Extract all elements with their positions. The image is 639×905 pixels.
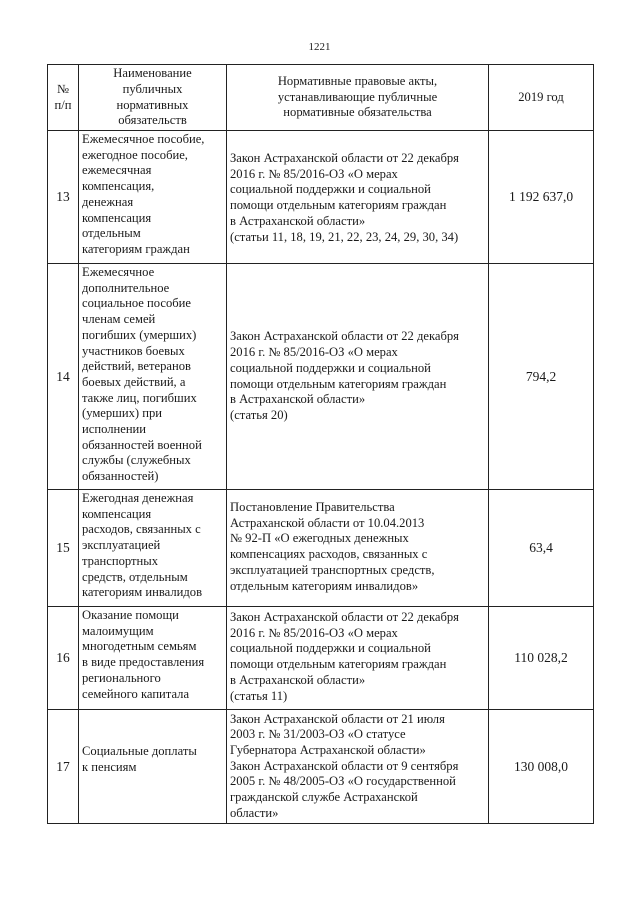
row-number: 14 xyxy=(48,264,79,490)
table-row xyxy=(48,607,594,710)
legal-act: Закон Астраханской области от 22 декабря 2016 г. № 85/2016-ОЗ «О мерах социальной поддержки и социальной помощи отдельным категориям граждан в Астраханской области» (статьи 11, 18, 19, 21, 22, 23, 24, 29, 30, 34) xyxy=(227,131,489,264)
amount-2019: 63,4 xyxy=(489,490,594,607)
obligation-name: Оказание помощи малоимущим многодетным семьям в виде предоставления регионального семейного капитала xyxy=(79,607,227,710)
amount-2019: 1 192 637,0 xyxy=(489,131,594,264)
header-number: № п/п xyxy=(48,65,79,131)
legal-act: Закон Астраханской области от 22 декабря 2016 г. № 85/2016-ОЗ «О мерах социальной поддержки и социальной помощи отдельным категориям граждан в Астраханской области» (статья 11) xyxy=(227,607,489,710)
row-number: 17 xyxy=(48,710,79,824)
table-row xyxy=(48,131,594,264)
header-year: 2019 год xyxy=(489,65,594,131)
obligation-name: Ежемесячное дополнительное социальное пособие членам семей погибших (умерших) участников боевых действий, ветеранов боевых действий, а также лиц, погибших (умерших) при исполнении обязанностей военной службы (служебных обязанностей) xyxy=(79,264,227,490)
table-header-row xyxy=(48,65,594,131)
amount-2019: 130 008,0 xyxy=(489,710,594,824)
obligation-name: Ежегодная денежная компенсация расходов, связанных с эксплуатацией транспортных средств, отдельным категориям инвалидов xyxy=(79,490,227,607)
header-legal-acts: Нормативные правовые акты, устанавливающие публичные нормативные обязательства xyxy=(227,65,489,131)
page-number: 1221 xyxy=(308,41,331,53)
amount-2019: 794,2 xyxy=(489,264,594,490)
row-number: 13 xyxy=(48,131,79,264)
table-row xyxy=(48,710,594,824)
legal-act: Закон Астраханской области от 22 декабря 2016 г. № 85/2016-ОЗ «О мерах социальной поддержки и социальной помощи отдельным категориям граждан в Астраханской области» (статья 20) xyxy=(227,264,489,490)
amount-2019: 110 028,2 xyxy=(489,607,594,710)
table-row xyxy=(48,490,594,607)
obligation-name: Социальные доплаты к пенсиям xyxy=(79,710,227,824)
table-row xyxy=(48,264,594,490)
legal-act: Постановление Правительства Астраханской области от 10.04.2013 № 92-П «О ежегодных денежных компенсациях расходов, связанных с эксплуатацией транспортных средств, отдельным категориям инвалидов» xyxy=(227,490,489,607)
obligations-table xyxy=(47,64,594,824)
row-number: 16 xyxy=(48,607,79,710)
legal-act: Закон Астраханской области от 21 июля 2003 г. № 31/2003-ОЗ «О статусе Губернатора Астраханской области» Закон Астраханской области от 9 сентября 2005 г. № 48/2005-ОЗ «О государственной гражданской службе Астраханской области» xyxy=(227,710,489,824)
header-obligation-name: Наименование публичных нормативных обязательств xyxy=(79,65,227,131)
obligation-name: Ежемесячное пособие, ежегодное пособие, ежемесячная компенсация, денежная компенсация отдельным категориям граждан xyxy=(79,131,227,264)
row-number: 15 xyxy=(48,490,79,607)
